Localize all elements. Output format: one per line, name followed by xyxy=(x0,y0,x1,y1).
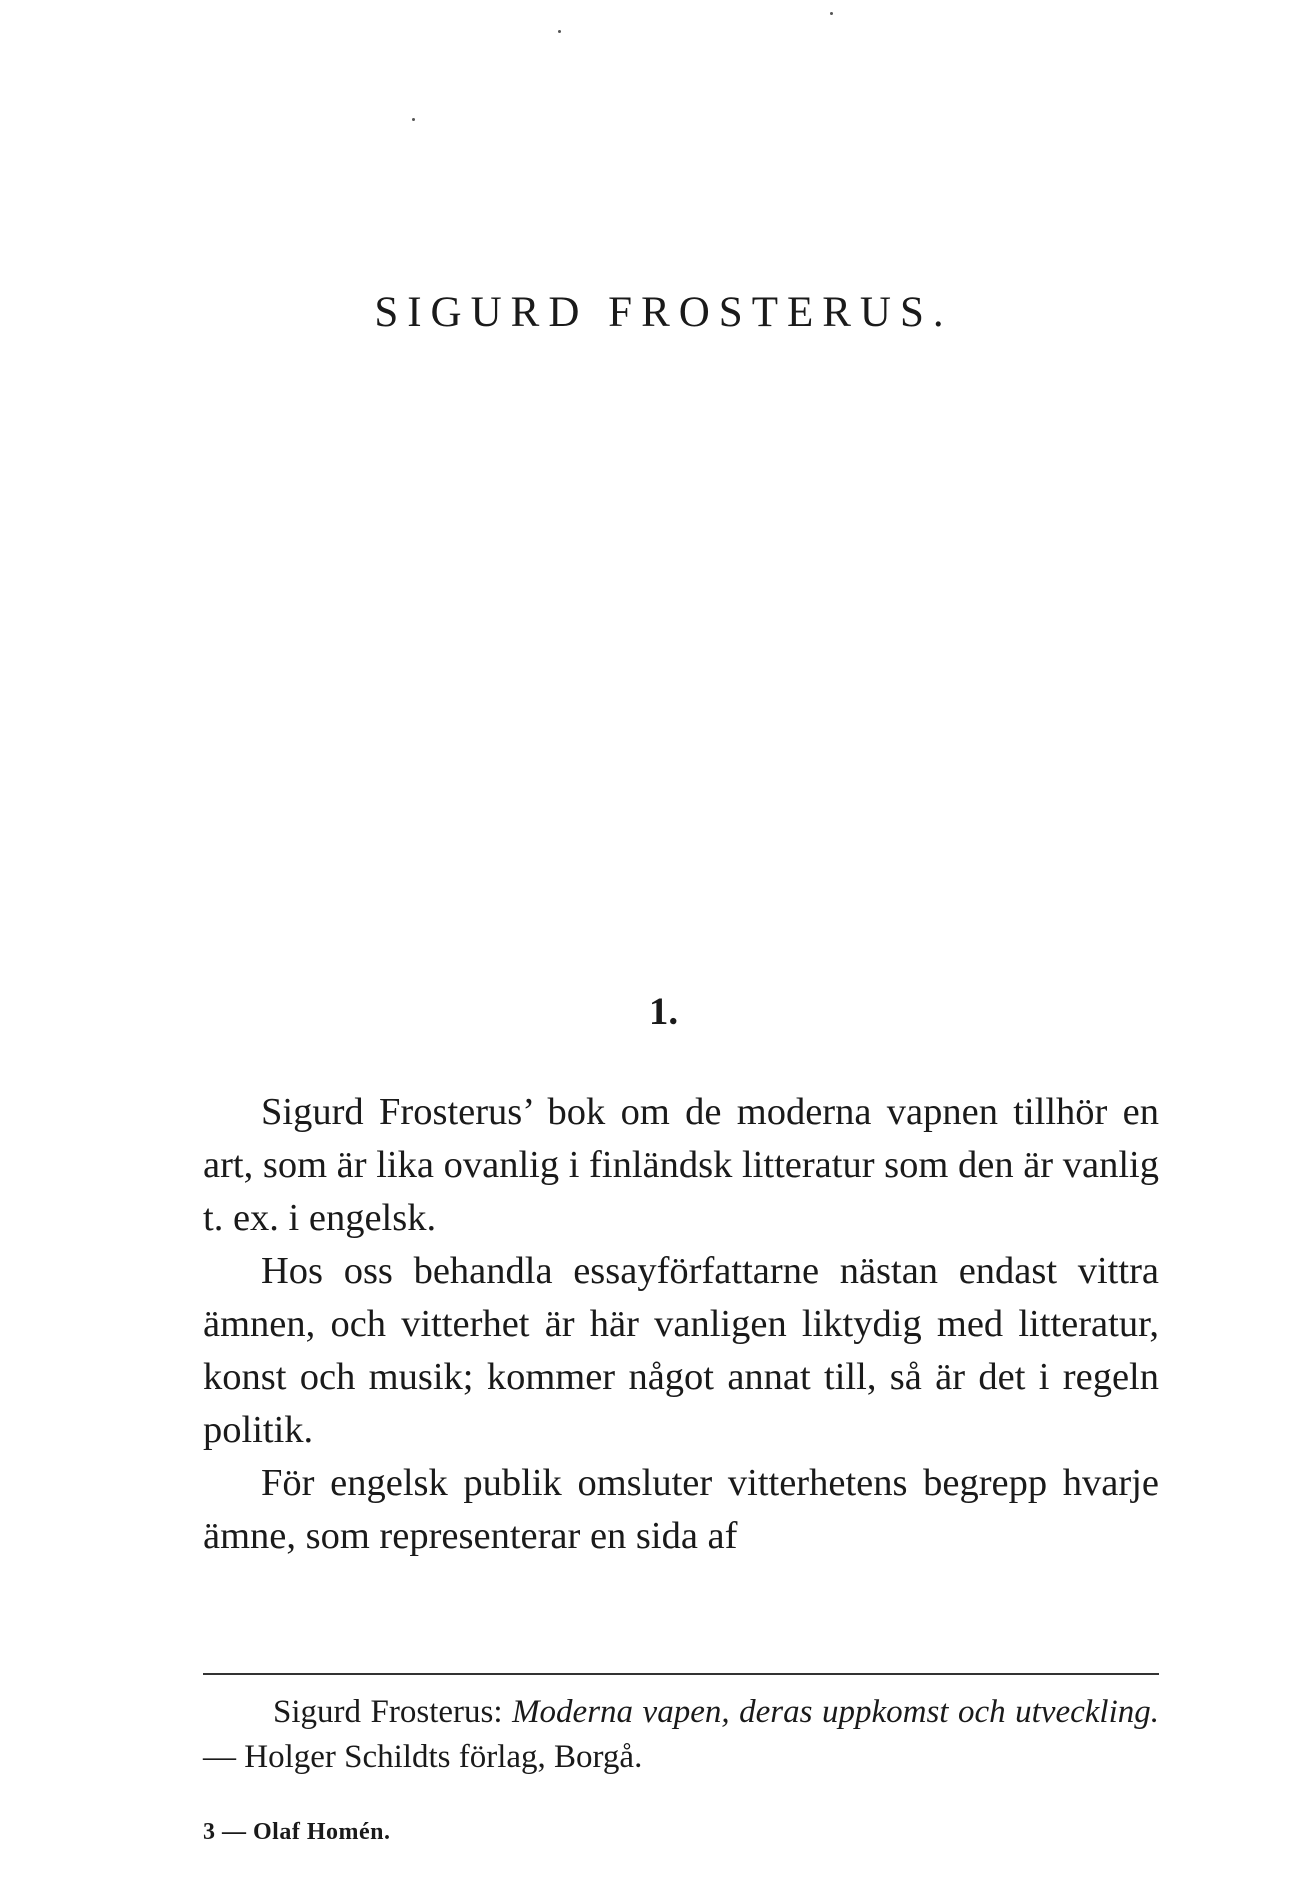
paragraph: Sigurd Frosterus’ bok om de moderna vapnen tillhör en art, som är lika ovanlig i finländsk litteratur som den är vanlig t. ex. i engelsk. xyxy=(203,1091,1159,1239)
print-speck xyxy=(558,30,561,33)
footnote-publisher: — Holger Schildts förlag, Borgå. xyxy=(203,1739,643,1775)
footnote-book-title: Moderna vapen, deras uppkomst och utveckling. xyxy=(512,1694,1159,1730)
footnote-author: Sigurd Frosterus: xyxy=(273,1694,503,1730)
body-text xyxy=(203,1086,1159,1563)
print-speck xyxy=(830,12,833,15)
footnote-text xyxy=(203,1690,1159,1780)
printer-signature: 3 — Olaf Homén. xyxy=(203,1819,391,1845)
footnote xyxy=(203,1690,1159,1780)
paragraph: För engelsk publik omsluter vitterhetens begrepp hvarje ämne, som representerar en sida af xyxy=(203,1462,1159,1557)
print-speck xyxy=(412,118,415,121)
section-number: 1. xyxy=(648,990,679,1033)
paragraph: Hos oss behandla essayförfattarne nästan endast vittra ämnen, och vitterhet är här vanligen liktydig med litteratur, konst och musik; kommer något annat till, så är det i regeln politik. xyxy=(203,1250,1159,1451)
footnote-divider xyxy=(203,1673,1159,1675)
chapter-title: SIGURD FROSTERUS. xyxy=(374,289,953,336)
